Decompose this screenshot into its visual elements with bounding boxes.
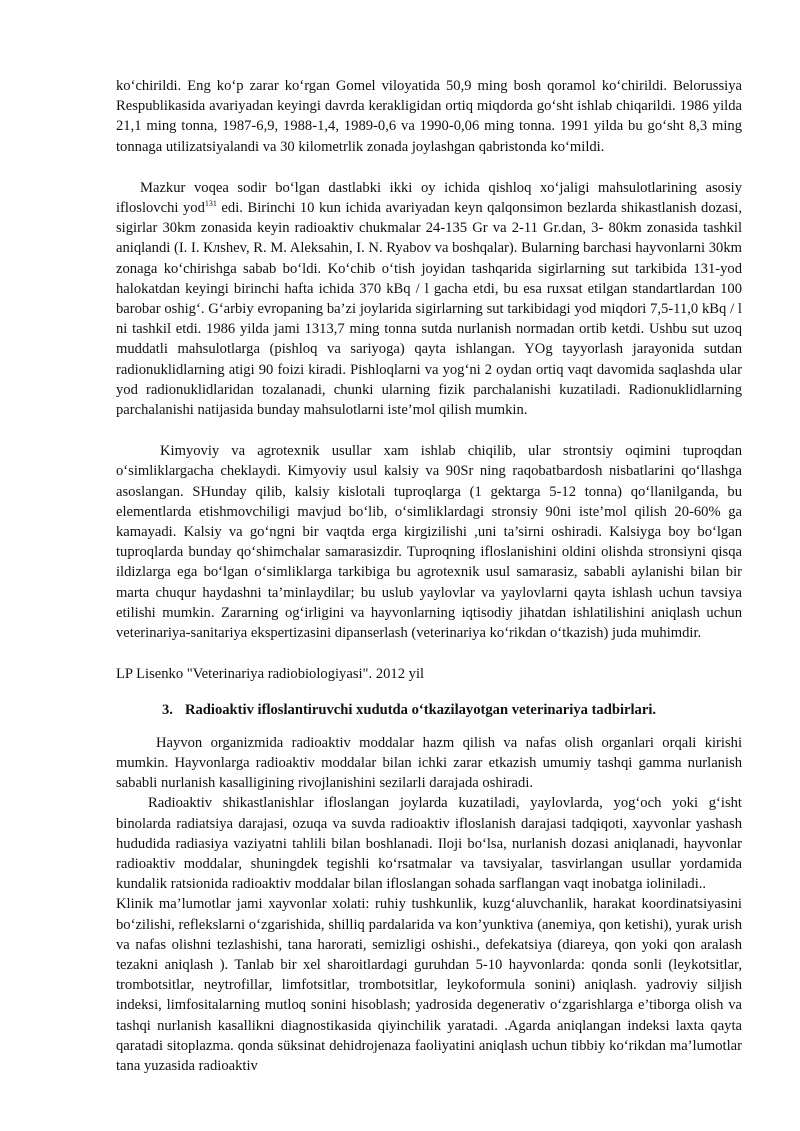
paragraph-evacuation: ko‘chirildi. Eng ko‘p zarar ko‘rgan Gomel viloyatida 50,9 ming bosh qoramol ko‘chirildi. Belorussiya Respublikasida avariyadan keyingi davrda kerakligidan ortiq miqdorda go‘sht ishlab chiqarildi. 1986 yilda 21,1 ming tonna, 1987-6,9, 1988-1,4, 1989-0,6 va 1990-0,06 ming tonna. 1991 yilda bu go‘sht 8,3 ming tonnaga utilizatsiyalandi va 30 kilometrlik zonada joylashgan qabristonda ko‘mildi. bbox=[116, 78, 742, 155]
section-title: Radioaktiv ifloslantiruvchi xudutda o‘tkazilayotgan veterinariya tadbirlari. bbox=[184, 702, 657, 719]
source-citation: LP Lisenko "Veterinariya radiobiologiyasi". 2012 yil bbox=[116, 666, 425, 683]
paragraph-clinical-data: Klinik ma’lumotlar jami xayvonlar xolati: ruhiy tushkunlik, kuzg‘aluvchanlik, harakat koordinatsiyasini bo‘zilishi, reflekslarni o‘zgarishida, shilliq pardalarida va kon’yunktiva (anemiya, qon ketishi), yurak urish va nafas olishni tezlashishi, tana harorati, semizligi oshishi., defekatsiya (diareya, qon yoki qon aralash tezakni aniqlash ). Tanlab bir xel sharoitlardagi guruhdan 5-10 hayvonlarda: qonda sonli (leykotsitlar, trombotsitlar, neytrofillar, limfotsitlar, trombotsitlar, leykoformula sonini) aniqlash. yadroviy siljish indeksi, limfositalarning mutloq sonini hisoblash; yadrosida degenerativ o‘zgarishlarga e’tiborga olish va tashqi nurlanish kasallikni diagnostikasida qiyinchilik yaratadi. .Agarda aniqlangan indeksi laxta qayta qaratadi sitoplazma. qonda süksinat dehidrojenaza faoliyatini aniqlash uchun tibbiy ko‘rikdan ma’lumotlar tana yuzasida radioaktiv bbox=[116, 896, 742, 1074]
paragraph-iodine-text-start: Mazkur voqea sodir bo‘lgan dastlabki ikki oy ichida qishloq xo‘jaligi mahsulotlarining asosiy ifloslovchi yod bbox=[116, 179, 742, 217]
paragraph-organism-entry: Hayvon organizmida radioaktiv moddalar hazm qilish va nafas olish organlari orqali kirishi mumkin. Hayvonlarga radioaktiv moddalar bilan ichki zarar etkazish umumiy tashqi gamma nurlanish sababli nurlanish kasalligining rivojlanishini sezilarli darajada oshiradi. bbox=[116, 734, 742, 792]
paragraph-iodine-contamination bbox=[116, 178, 742, 420]
paragraph-radiation-damage: Radioaktiv shikastlanishlar ifloslangan joylarda kuzatiladi, yaylovlarda, yog‘och yoki g‘isht binolarda radiatsiya darajasi, ozuqa va suvda radioaktiv ifloslanish darajasi tadqiqoti, xayvonlar yashash hududida radiasiya vaziyatni tahlili bilan boshlanadi. Iloji bo‘lsa, nurlanish dozasi aniqlanadi, hayvonlar radioaktiv moddalar, shuningdek tegishli ko‘rsatmalar va tavsiyalar, tasvirlangan usullar yordamida kundalik ratsionida radioaktiv moddalar bilan ifloslangan sohada sarflangan vaqt inobatga ioliniladi.. bbox=[116, 795, 742, 893]
iodine-superscript: 131 bbox=[204, 199, 217, 209]
paragraph-chemical-methods: Kimyoviy va agrotexnik usullar xam ishlab chiqilib, ular strontsiy oqimini tuproqdan o‘simliklargacha cheklaydi. Kimyoviy usul kalsiy va 90Sr ning raqobatbardosh nisbatlarini qo‘llashga asoslangan. SHunday qilib, kalsiy kislotali tuproqlarga (1 gektarga 5-12 tonna) qo‘llanilganda, bu elementlarda etishmovchiligi mavjud bo‘lib, o‘simliklardagi stronsiy 90ni iste’mol qilish 20-60% ga kamayadi. Kalsiy va go‘ngni bir vaqtda erga kirgizilishi ,uni ta’sirni oshiradi. Kalsiyga boy bo‘lgan tuproqlarda bunday qo‘shimchalar samarasizdir. Tuproqning ifloslanishini oldini olishda stronsiyni qisqa ildizlarga ega bo‘lgan o‘simliklarga tarkibiga bu agrotexnik usul samarasiz, sababli aylanishi bilan bir marta chuqur haydashni ta’minlaydilar; bu uslub yaylovlar va yaylovlarni qayta ishlash uchun tavsiya etilishi mumkin. Zararning og‘irligini va hayvonlarning iqtisodiy jihatdan ishlatilishini aniqlash uchun veterinariya-sanitariya ekspertizasini dipanserlash (veterinariya ko‘rikdan o‘tkazish) juda muhimdir. bbox=[116, 443, 742, 642]
section-number: 3. bbox=[162, 702, 173, 719]
section-heading bbox=[116, 700, 742, 720]
paragraph-iodine-text-rest: edi. Birinchi 10 kun ichida avariyadan keyn qalqonsimon bezlarda shikastlanish dozasi, sigirlar 30km zonasida keyin radioaktiv chukmalar 24-135 Gr va 2-11 Gr.dan, 3- 80km zonasida tashkil aniqlandi (I. I. Клshev, R. M. Aleksahin, I. N. Ryabov va boshqalar). Bularning barchasi hayvonlarni 30km zonaga ko‘chirishga sabab bo‘ldi. Ko‘chib o‘tish joyidan tashqarida sigirlarning sut tarkibida 131-yod halokatdan keyingi birinchi hafta ichida 370 kBq / l gacha etdi, bu esa ruxsat etilgan standartlardan 100 barobar oshig‘. G‘arbiy evropaning ba’zi joylarida sigirlarning sut tarkibidagi yod miqdori 7,5-11,0 kBq / l ni tashkil etdi. 1986 yilda jami 1313,7 ming tonna sutda nurlanish normadan ortib ketdi. Ushbu sut uzoq muddatli mahsulotlarga (pishloq va sariyoga) qayta ishlangan. YOg tayyorlash jarayonida sutdan radionuklidlarning atigi 90 foizi kiradi. Pishloqlarni va yog‘ni 2 oydan ortiq vaqt davomida saqlashda ular yod radionuklidlaridan tozalanadi, chunki ularning fizik parchalanishi kuzatiladi. Radionuklidlarning parchalanishi natijasida bunday mahsulotlarni iste’mol qilish mumkin. bbox=[116, 200, 742, 419]
